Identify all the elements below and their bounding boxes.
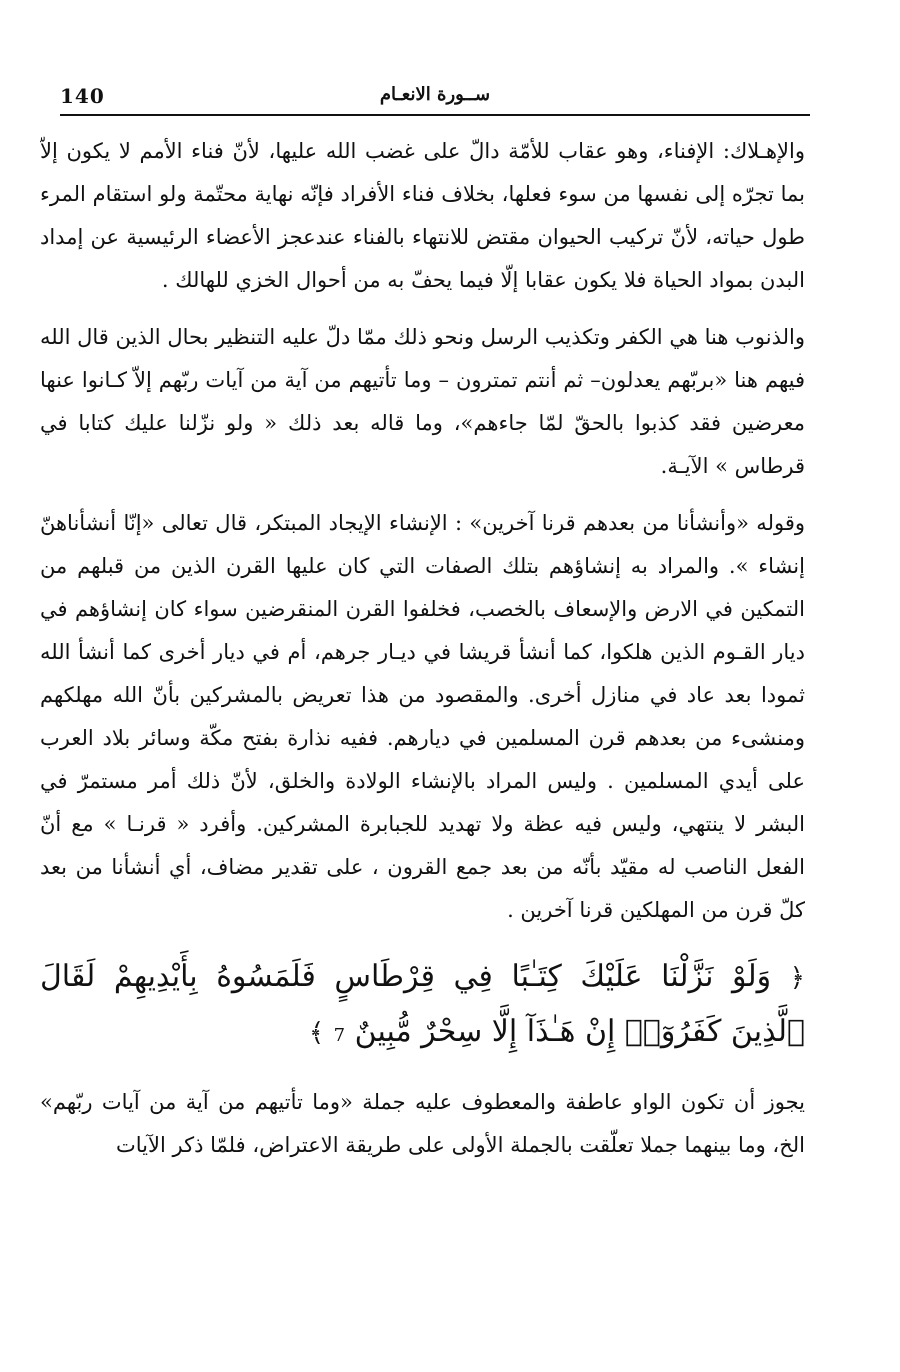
verse-ornament-close: ﴾ <box>308 1018 325 1048</box>
paragraph-inshaa: وقوله «وأنشأنا من بعدهم قرنا آخرين» : الإنشاء الإيجاد المبتكر، قال تعالى «إنّا أنشأناهنّ إنشاء ». والمراد به إنشاؤهم بتلك الصفات التي كان عليها القرن الذين من قبلهم من التمكين في الارض والإسعاف بالخصب، فخلفوا القرن المنقرضين سواء كان إنشاؤهم في ديار القـوم الذين هلكوا، كما أنشأ قريشا في ديـار جرهم، أم في ديار أخرى كما أنشأ الله ثمودا بعد عاد في منازل أخرى. والمقصود من هذا تعريض بالمشركين بأنّ الله مهلكهم ومنشىء من بعدهم قرن المسلمين في ديارهم. ففيه نذارة بفتح مكّة وسائر بلاد العرب على أيدي المسلمين . وليس المراد بالإنشاء الولادة والخلق، لأنّ ذلك أمر مستمرّ في البشر لا ينتهي، وليس فيه عظة ولا تهديد للجبابرة المشركين. وأفرد « قرنـا » مع أنّ الفعل الناصب له مقيّد بأنّه من بعد جمع القرون ، على تقدير مضاف، أي أنشأنا من بعد كلّ قرن من المهلكين قرنا آخرين . <box>40 511 805 922</box>
page-number: 140 <box>60 84 105 108</box>
header-rule <box>60 114 810 116</box>
verse-number: 7 <box>333 1025 346 1046</box>
paragraph-commentary: يجوز أن تكون الواو عاطفة والمعطوف عليه جملة «وما تأتيهم من آية من آيات ربّهم» الخ، وما بينهما جملا تعلّقت بالجملة الأولى على طريقة الاعتراض، فلمّا ذكر الآيات <box>40 1090 805 1157</box>
page-header <box>60 84 810 118</box>
verse-ornament-open: ﴿ <box>789 963 805 993</box>
verse-text: وَلَوْ نَزَّلْنَا عَلَيْكَ كِتَـٰبًا فِي قِرْطَاسٍ فَلَمَسُوهُ بِأَيْدِيهِمْ لَقَالَ ٱلَّذِينَ كَفَرُوٓا۟ إِنْ هَـٰذَآ إِلَّا سِحْرٌ مُّبِينٌ <box>40 959 805 1049</box>
paragraph-dhunub: والذنوب هنا هي الكفر وتكذيب الرسل ونحو ذلك ممّا دلّ عليه التنظير بحال الذين قال الله فيهم هنا «بربّهم يعدلون– ثم أنتم تمترون – وما تأتيهم من آية من آيات ربّهم إلاّ كـانوا عنها معرضين فقد كذبوا بالحقّ لمّا جاءهم»، وما قاله بعد ذلك « ولو نزّلنا عليك كتابا في قرطاس » الآيـة. <box>40 325 805 478</box>
quran-verse <box>40 950 805 1063</box>
page-body <box>40 130 805 1292</box>
paragraph-ihlak: والإهـلاك: الإفناء، وهو عقاب للأمّة دالّ على غضب الله عليها، لأنّ فناء الأمم لا يكون إلاّ بما تجرّه إلى نفسها من سوء فعلها، بخلاف فناء الأفراد فإنّه نهاية محتّمة ولو استقام المرء طول حياته، لأنّ تركيب الحيوان مقتض للانتهاء بالفناء عندعجز الأعضاء الرئيسية عن إمداد البدن بمواد الحياة فلا يكون عقابا إلّا فيما يحفّ به من أحوال الخزي للهالك . <box>40 139 805 292</box>
running-title: ســورة الانعـام <box>379 84 491 105</box>
